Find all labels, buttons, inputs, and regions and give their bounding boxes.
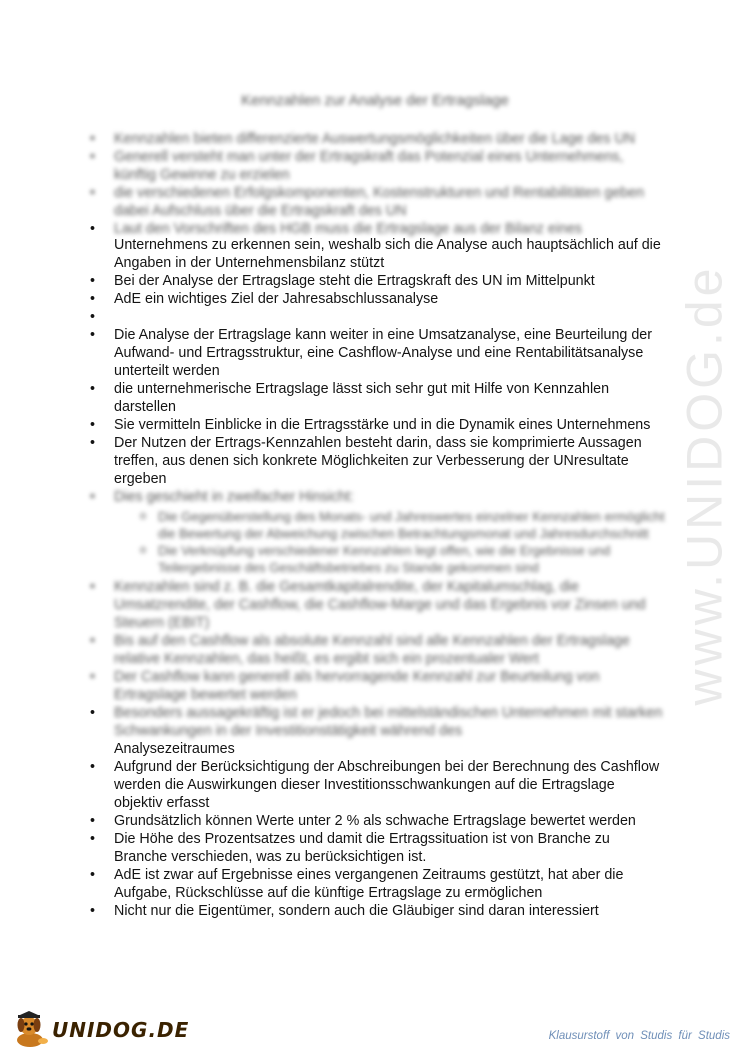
watermark — [654, 250, 750, 720]
list-item: • AdE ist zwar auf Ergebnisse eines vergangenen Zeitraums gestützt, hat aber die Aufgabe, Rückschlüsse auf die künftige Ertragslage zu ermöglichen — [90, 866, 665, 902]
list-item — [90, 220, 665, 272]
list-item-blurred-part: • Besonders aussagekräftig ist er jedoch bei mittelständischen Unternehmen mit starken Schwankungen in der Investitionstätigkeit während des — [114, 705, 663, 739]
list-item: • Die Höhe des Prozentsatzes und damit die Ertragssituation ist von Branche zu Branche verschieden, was zu berücksichtigen ist. — [90, 830, 665, 866]
list-item: • Sie vermitteln Einblicke in die Ertragsstärke und in die Dynamik eines Unternehmens — [90, 416, 665, 434]
logo-text: UNIDOG.DE — [52, 1018, 190, 1042]
footer-tagline: Klausurstoff von Studis für Studis — [548, 1030, 730, 1042]
list-item-blurred-part: • Laut den Vorschriften des HGB muss die Ertragslage aus der Bilanz eines — [114, 221, 583, 236]
list-item: • Nicht nur die Eigentümer, sondern auch die Gläubiger sind daran interessiert — [90, 902, 665, 920]
list-item: • Kennzahlen sind z. B. die Gesamtkapitalrendite, der Kapitalumschlag, die Umsatzrendite, der Cashflow, die Cashflow-Marge und das Ergebnis vor Zinsen und Steuern (EBIT) — [90, 578, 665, 632]
list-item: • Grundsätzlich können Werte unter 2 % als schwache Ertragslage bewertet werden — [90, 812, 665, 830]
list-item: • Aufgrund der Berücksichtigung der Abschreibungen bei der Berechnung des Cashflow werden die Auswirkungen dieser Investitionsschwankungen auf die Ertragslage objektiv erfasst — [90, 758, 665, 812]
unidog-logo — [10, 1010, 189, 1050]
list-item: • Bis auf den Cashflow als absolute Kennzahl sind alle Kennzahlen der Ertragslage relative Kennzahlen, das heißt, es ergibt sich ein prozentualer Wert — [90, 632, 665, 668]
list-item-empty — [90, 308, 665, 326]
list-item-clear-part: Unternehmens zu erkennen sein, weshalb sich die Analyse auch hauptsächlich auf die Angaben in der Unternehmensbilanz stützt — [114, 237, 661, 271]
page-title: Kennzahlen zur Analyse der Ertragslage — [241, 92, 509, 109]
list-item-text: Dies geschieht in zweifacher Hinsicht: — [114, 489, 354, 505]
sub-list-item: o Die Verknüpfung verschiedener Kennzahlen legt offen, wie die Ergebnisse und Teilergebnisse des Geschäftsbetriebes zu Stande gekommen sind — [114, 542, 665, 576]
list-item: • Der Cashflow kann generell als hervorragende Kennzahl zur Beurteilung von Ertragslage bewertet werden — [90, 668, 665, 704]
list-item: • die verschiedenen Erfolgskomponenten, Kostenstrukturen und Rentabilitäten geben dabei Aufschluss über die Ertragskraft des UN — [90, 184, 665, 220]
list-item: • die unternehmerische Ertragslage lässt sich sehr gut mit Hilfe von Kennzahlen darstellen — [90, 380, 665, 416]
watermark-text: www.UNIDOG.de — [676, 264, 732, 706]
list-item: • Generell versteht man unter der Ertragskraft das Potenzial eines Unternehmens, künftig Gewinne zu erzielen — [90, 148, 665, 184]
sub-bullet-list — [114, 508, 665, 576]
list-item: • AdE ein wichtiges Ziel der Jahresabschlussanalyse — [90, 290, 665, 308]
list-item: • Die Analyse der Ertragslage kann weiter in eine Umsatzanalyse, eine Beurteilung der Aufwand- und Ertragsstruktur, eine Cashflow-Analyse und eine Rentabilitätsanalyse unterteilt werden — [90, 326, 665, 380]
bullet-list — [90, 130, 665, 920]
list-item — [90, 704, 665, 758]
dog-mascot-icon — [10, 1010, 50, 1050]
list-item: • Der Nutzen der Ertrags-Kennzahlen besteht darin, dass sie komprimierte Aussagen treffen, aus denen sich konkrete Möglichkeiten zur Verbesserung der UNresultate ergeben — [90, 434, 665, 488]
list-item: • Kennzahlen bieten differenzierte Auswertungsmöglichkeiten über die Lage des UN — [90, 130, 665, 148]
sub-list-item: o Die Gegenüberstellung des Monats- und Jahreswertes einzelner Kennzahlen ermöglicht die Bewertung der Abweichung zwischen Betrachtungsmonat und Jahresdurchschnitt — [114, 508, 665, 542]
list-item: • Bei der Analyse der Ertragslage steht die Ertragskraft des UN im Mittelpunkt — [90, 272, 665, 290]
list-item-clear-part: Analysezeitraumes — [114, 741, 235, 757]
list-item — [90, 488, 665, 576]
